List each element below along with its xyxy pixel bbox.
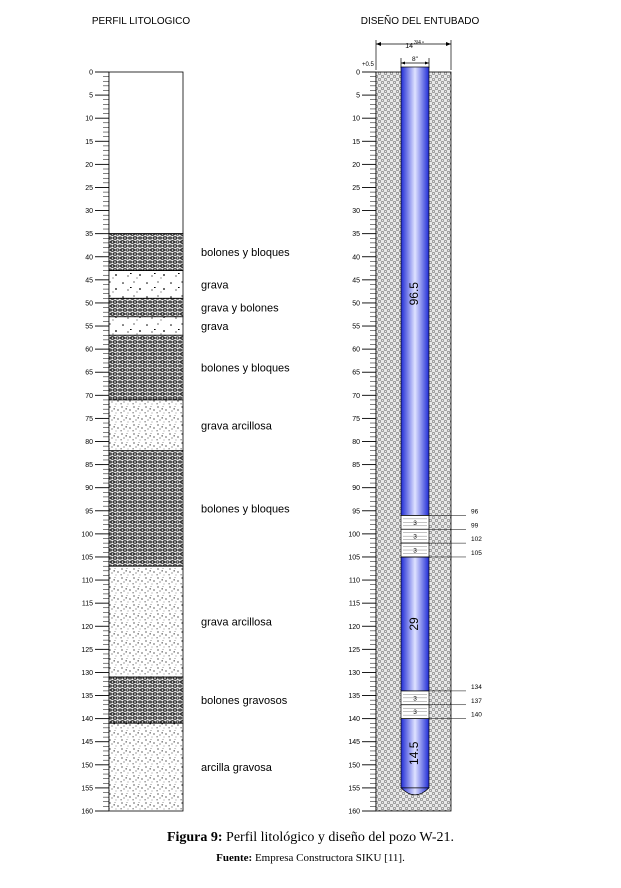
lithology-depth-tick-label: 145 [81,739,93,747]
lithology-depth-tick-label: 115 [81,600,93,608]
lithology-depth-tick-label: 5 [89,92,93,100]
casing-depth-tick-label: 110 [348,577,360,585]
lithology-layer-label: bolones gravosos [201,695,288,708]
lithology-layer [109,271,183,299]
casing-depth-tick-label: 40 [352,254,360,262]
lithology-layer-label: arcilla gravosa [201,762,272,775]
lithology-layer [109,234,183,271]
casing-depth-tick-label: 30 [352,208,360,216]
lithology-title: PERFIL LITOLOGICO [91,16,191,27]
lithology-depth-tick-label: 30 [85,208,93,216]
outer-diameter-label: 14 [405,43,413,50]
figure-label: Figura 9: [166,830,223,845]
lithology-depth-tick-label: 45 [85,277,93,285]
lithology-layer-label: grava arcillosa [201,420,272,433]
lithology-depth-axis [81,70,109,816]
lithology-depth-tick-label: 70 [85,392,93,400]
casing-depth-tick-label: 120 [348,623,360,631]
lithology-depth-tick-label: 55 [85,323,93,331]
screen-section-length: 3 [413,533,417,541]
casing-depth-tick-label: 155 [348,785,360,793]
casing-depth-tick-label: 135 [348,693,360,701]
screen-section-length: 3 [413,519,417,527]
casing-column [376,67,482,811]
lithology-layer [109,72,183,234]
casing-depth-tick-label: 90 [352,485,360,493]
casing-depth-tick-label: 115 [348,600,360,608]
lithology-layer [109,723,183,811]
depth-marker-label: 99 [471,522,479,530]
top-offset-label: +0.5 [362,62,374,68]
lithology-layer [109,451,183,566]
casing-depth-tick-label: 65 [352,369,360,377]
lithology-depth-tick-label: 20 [85,161,93,169]
casing-depth-tick-label: 140 [348,716,360,724]
source-label: Fuente: [216,852,253,864]
screen-section-length: 3 [413,709,417,717]
lithology-depth-tick-label: 110 [81,577,93,585]
lithology-layer-label: grava y bolones [201,302,279,315]
depth-marker-label: 102 [471,536,482,544]
lithology-layer-label: grava [201,279,229,292]
lithology-column [109,72,183,811]
casing-depth-tick-label: 0 [356,69,360,77]
lithology-depth-tick-label: 105 [81,554,93,562]
casing-depth-tick-label: 55 [352,323,360,331]
casing-depth-tick-label: 80 [352,439,360,446]
depth-marker-label: 96 [471,508,479,516]
casing-depth-tick-label: 10 [352,115,360,123]
lithology-depth-tick-label: 160 [81,808,93,816]
outer-diameter-dimension [376,40,451,70]
casing-depth-tick-label: 35 [352,231,360,239]
figure-caption [0,830,621,846]
casing-depth-tick-label: 60 [352,346,360,354]
lithology-layer [109,566,183,677]
lithology-depth-tick-label: 60 [85,346,93,354]
casing-depth-tick-label: 70 [352,392,360,400]
lithology-depth-tick-label: 125 [81,646,93,654]
lithology-depth-tick-label: 95 [85,508,93,516]
lithology-layer-label: bolones y bloques [201,362,290,375]
source-text: Empresa Constructora SIKU [11]. [254,852,405,864]
casing-depth-tick-label: 25 [352,184,360,192]
lithology-depth-tick-label: 130 [81,669,93,677]
figure-source [0,852,621,864]
lithology-layer [109,400,183,451]
blank-section-length: 96.5 [407,282,422,306]
casing-depth-tick-label: 45 [352,277,360,285]
casing-depth-tick-label: 15 [352,138,360,146]
lithology-depth-tick-label: 65 [85,369,93,377]
lithology-depth-tick-label: 85 [85,462,93,470]
lithology-depth-tick-label: 15 [85,138,93,146]
lithology-labels [201,247,290,774]
lithology-depth-tick-label: 135 [81,693,93,701]
depth-marker-label: 105 [471,549,482,557]
screen-section-length: 3 [413,547,417,555]
lithology-depth-tick-label: 150 [81,762,93,770]
casing-depth-tick-label: 130 [348,669,360,677]
outer-diameter-unit: " [422,42,425,48]
lithology-layer-label: grava arcillosa [201,616,272,629]
depth-marker-label: 140 [471,711,482,719]
lithology-layer [109,317,183,335]
casing-depth-tick-label: 160 [348,808,360,816]
casing-title: DISEÑO DEL ENTUBADO [360,16,480,27]
lithology-layer-label: bolones y bloques [201,503,290,516]
lithology-depth-tick-label: 25 [85,184,93,192]
lithology-layer [109,335,183,400]
lithology-depth-tick-label: 35 [85,231,93,239]
lithology-layer [109,298,183,316]
lithology-depth-tick-label: 50 [85,300,93,308]
lithology-depth-tick-label: 40 [85,254,93,262]
lithology-depth-tick-label: 140 [81,716,93,724]
casing-depth-tick-label: 20 [352,161,360,169]
casing-depth-tick-label: 75 [352,415,360,423]
casing-depth-tick-label: 85 [352,462,360,470]
lithology-depth-tick-label: 155 [81,785,93,793]
inner-diameter-label: 8" [412,56,418,63]
depth-marker-label: 134 [471,683,482,691]
casing-depth-tick-label: 145 [348,739,360,747]
lithology-depth-tick-label: 0 [89,69,93,77]
casing-depth-tick-label: 105 [348,554,360,562]
lithology-depth-tick-label: 75 [85,415,93,423]
casing-depth-tick-label: 5 [356,92,360,100]
screen-section-length: 3 [413,695,417,703]
figure-text: Perfil litológico y diseño del pozo W-21. [226,830,455,845]
lithology-depth-tick-label: 100 [81,531,93,539]
lithology-depth-tick-label: 90 [85,485,93,493]
depth-marker-label: 137 [471,697,482,705]
casing-depth-tick-label: 100 [348,531,360,539]
casing-depth-axis [348,70,376,816]
casing-depth-tick-label: 95 [352,508,360,516]
blank-section-length: 29 [407,617,422,631]
lithology-layer-label: grava [201,321,229,334]
casing-depth-tick-label: 150 [348,762,360,770]
lithology-depth-tick-label: 10 [85,115,93,123]
outer-diameter-fraction: 3/4 [414,40,421,46]
casing-depth-tick-label: 125 [348,646,360,654]
lithology-layer [109,677,183,723]
inner-diameter-dimension [401,56,429,68]
lithology-depth-tick-label: 120 [81,623,93,631]
lithology-depth-tick-label: 80 [85,439,93,446]
casing-depth-tick-label: 50 [352,300,360,308]
lithology-layer-label: bolones y bloques [201,247,290,260]
blank-section-length: 14.5 [407,741,422,765]
